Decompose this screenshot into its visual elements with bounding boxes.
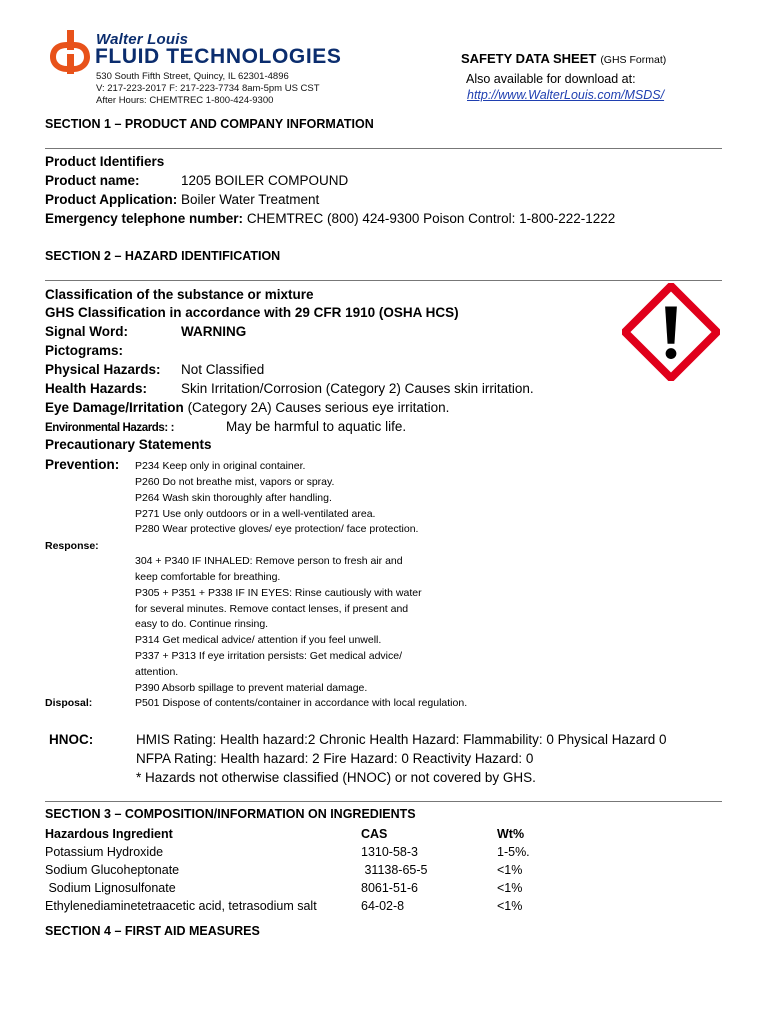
ingredients-table [45, 825, 577, 915]
disposal-label: Disposal: [45, 697, 93, 709]
product-application-value: Boiler Water Treatment [181, 192, 320, 207]
product-name-label: Product name: [45, 173, 140, 188]
ingredient-cas: 8061-51-6 [361, 881, 418, 895]
table-row [45, 897, 577, 915]
health-hazards-label: Health Hazards: [45, 381, 148, 396]
hmis-rating: HMIS Rating: Health hazard:2 Chronic Health Hazard: Flammability: 0 Physical Hazard 0 [136, 732, 667, 747]
after-hours-line: After Hours: CHEMTREC 1-800-424-9300 [96, 95, 274, 106]
section-2-title: SECTION 2 – HAZARD IDENTIFICATION [45, 249, 281, 263]
brand-tagline: Walter Louis [96, 31, 189, 48]
product-identifiers-label: Product Identifiers [45, 154, 165, 169]
physical-hazards-value: Not Classified [181, 362, 265, 377]
signal-word-label: Signal Word: [45, 324, 128, 339]
company-logo-icon [50, 30, 90, 74]
download-text: Also available for download at: [466, 72, 636, 86]
brand-name: FLUID TECHNOLOGIES [95, 45, 342, 68]
prevention-statement: P234 Keep only in original container. [135, 460, 306, 472]
section-1-title: SECTION 1 – PRODUCT AND COMPANY INFORMATION [45, 117, 374, 131]
prevention-label: Prevention: [45, 457, 120, 472]
emergency-label: Emergency telephone number: [45, 211, 244, 226]
response-statement: P390 Absorb spillage to prevent material damage. [135, 682, 368, 694]
prevention-statement: P280 Wear protective gloves/ eye protection/ face protection. [135, 523, 419, 535]
table-row [45, 843, 577, 861]
exclamation-mark-pictogram-icon [622, 283, 720, 381]
response-statement: keep comfortable for breathing. [135, 571, 281, 583]
prevention-statement: P264 Wash skin thoroughly after handling. [135, 492, 332, 504]
ingredient-wt: <1% [497, 863, 523, 877]
response-statement: easy to do. Continue rinsing. [135, 618, 269, 630]
response-statement: P337 + P313 If eye irritation persists: Get medical advice/ [135, 650, 403, 662]
disposal-statement: P501 Dispose of contents/container in accordance with local regulation. [135, 697, 468, 709]
document-title: SAFETY DATA SHEET (GHS Format) [461, 51, 667, 66]
ingredient-wt: 1-5%. [497, 845, 530, 859]
divider [45, 148, 722, 149]
ingredient-name: Potassium Hydroxide [45, 845, 164, 859]
hnoc-note: * Hazards not otherwise classified (HNOC) or not covered by GHS. [136, 770, 536, 785]
eye-damage-value: (Category 2A) Causes serious eye irritation. [187, 400, 450, 415]
signal-word-value: WARNING [181, 324, 247, 339]
prevention-statement: P260 Do not breathe mist, vapors or spray. [135, 476, 335, 488]
ingredient-wt: <1% [497, 881, 523, 895]
ingredient-name: Sodium Lignosulfonate [45, 881, 176, 895]
response-label: Response: [45, 540, 99, 552]
ingredient-wt: <1% [497, 899, 523, 913]
emergency-value: CHEMTREC (800) 424-9300 Poison Control: 1-800-222-1222 [246, 211, 616, 226]
column-header: CAS [361, 827, 388, 841]
nfpa-rating: NFPA Rating: Health hazard: 2 Fire Hazard: 0 Reactivity Hazard: 0 [136, 751, 534, 766]
response-statement: P305 + P351 + P338 IF IN EYES: Rinse cautiously with water [135, 587, 422, 599]
product-name-row [45, 173, 349, 188]
health-hazards-row [45, 381, 534, 396]
table-row [45, 879, 577, 897]
prevention-statement: P271 Use only outdoors or in a well-ventilated area. [135, 508, 376, 520]
section-4-title: SECTION 4 – FIRST AID MEASURES [45, 924, 260, 938]
eye-damage-label: Eye Damage/Irritation [45, 400, 184, 415]
ingredient-cas: 31138-65-5 [361, 863, 428, 877]
eye-damage-row [45, 400, 449, 415]
section-3-title: SECTION 3 – COMPOSITION/INFORMATION ON INGREDIENTS [45, 807, 416, 821]
ingredient-name: Ethylenediaminetetraacetic acid, tetrasodium salt [45, 899, 317, 913]
physical-hazards-row [45, 362, 265, 377]
product-application-row [45, 192, 320, 207]
precautionary-statements-label: Precautionary Statements [45, 437, 212, 452]
column-header: Hazardous Ingredient [45, 827, 173, 841]
hnoc-label: HNOC: [49, 732, 94, 747]
column-header: Wt% [497, 827, 525, 841]
signal-word-row [45, 324, 247, 339]
pictograms-label: Pictograms: [45, 343, 124, 358]
product-application-label: Product Application: [45, 192, 178, 207]
ingredient-cas: 64-02-8 [361, 899, 405, 913]
table-header-row [45, 825, 577, 843]
health-hazards-value: Skin Irritation/Corrosion (Category 2) Causes skin irritation. [181, 381, 534, 396]
environmental-hazards-label: Environmental Hazards: : [45, 422, 175, 434]
ingredient-cas: 1310-58-3 [361, 845, 418, 859]
classification-label: Classification of the substance or mixture [45, 287, 314, 302]
table-row [45, 861, 577, 879]
download-link[interactable]: http://www.WalterLouis.com/MSDS/ [467, 88, 665, 102]
response-statement: attention. [135, 666, 179, 678]
document-format: (GHS Format) [600, 54, 667, 66]
physical-hazards-label: Physical Hazards: [45, 362, 161, 377]
product-name-value: 1205 BOILER COMPOUND [181, 173, 349, 188]
emergency-row [45, 211, 615, 226]
divider [45, 280, 722, 281]
divider [45, 801, 722, 802]
ingredient-name: Sodium Glucoheptonate [45, 863, 180, 877]
address-line: 530 South Fifth Street, Quincy, IL 62301-4896 [96, 71, 289, 82]
response-statement: for several minutes. Remove contact lenses, if present and [135, 603, 409, 615]
response-statement: 304 + P340 IF INHALED: Remove person to fresh air and [135, 555, 403, 567]
phone-line: V: 217-223-2017 F: 217-223-7734 8am-5pm US CST [96, 83, 320, 94]
environmental-hazards-row [45, 419, 407, 434]
ghs-classification-label: GHS Classification in accordance with 29 CFR 1910 (OSHA HCS) [45, 305, 459, 320]
response-statement: P314 Get medical advice/ attention if you feel unwell. [135, 634, 382, 646]
environmental-hazards-value: May be harmful to aquatic life. [226, 419, 407, 434]
